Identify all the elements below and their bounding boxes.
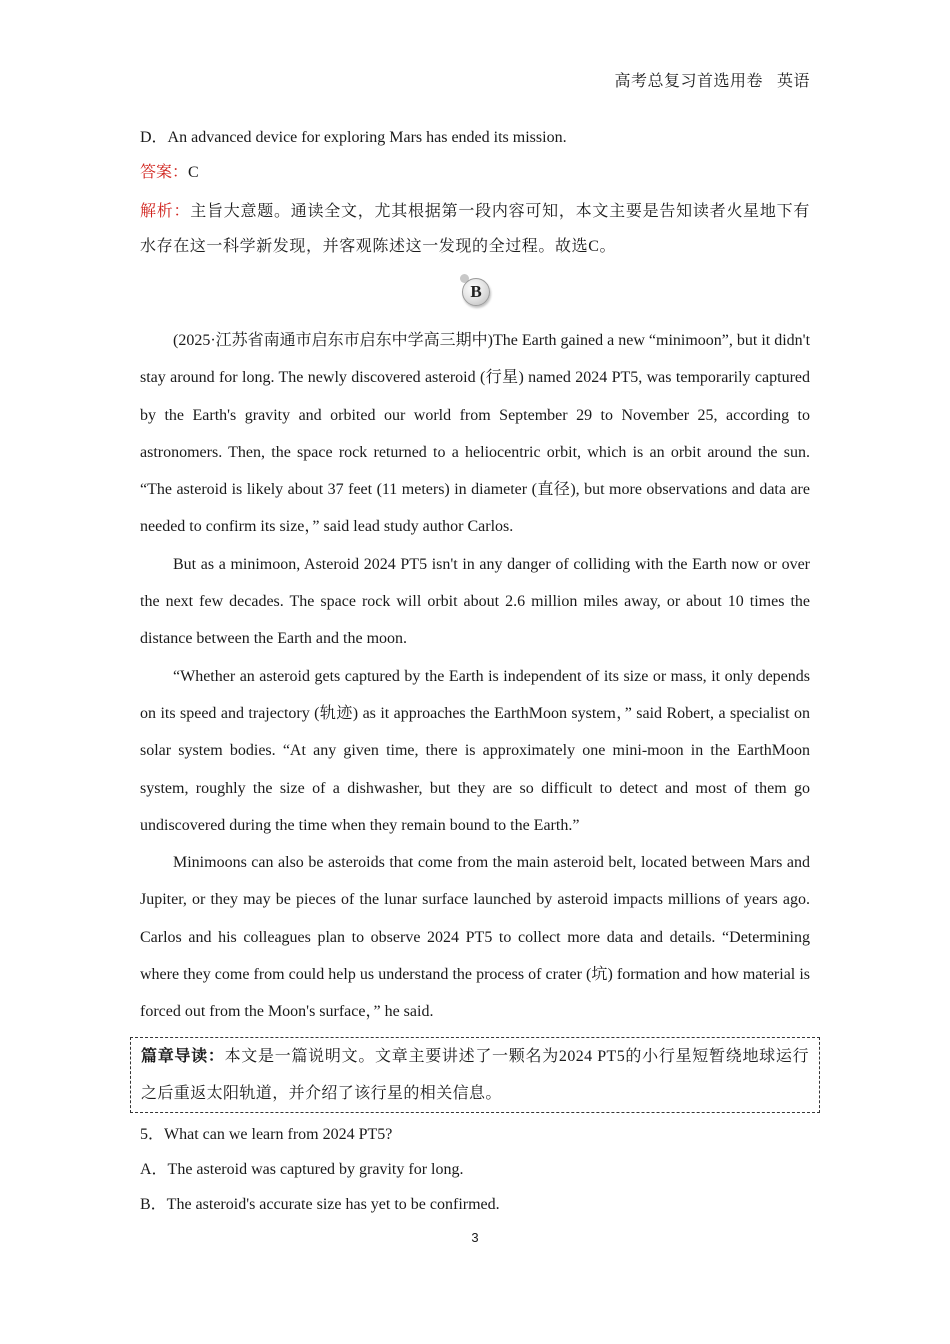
page-number: 3 — [471, 1230, 479, 1245]
analysis-label: 解析： — [140, 203, 191, 220]
guide-text: 本文是一篇说明文。文章主要讲述了一颗名为2024 PT5的小行星短暂绕地球运行之后重返太阳轨道，并介绍了该行星的相关信息。 — [141, 1047, 809, 1102]
analysis-block — [140, 194, 810, 264]
passage-paragraph-4: Minimoons can also be asteroids that come from the main asteroid belt, located between Mars and Jupiter, or they may be pieces of the lunar surface launched by asteroid impacts millions of years ago. Carlos and his colleagues plan to observe 2024 PT5 to collect more data and details. “Determining where they come from could help us understand the process of crater (坑) formation and how material is forced out from the Moon's surface，” he said. — [140, 854, 810, 1021]
book-title: 高考总复习首选用卷 — [614, 73, 763, 90]
passage-paragraph-1: (2025·江苏省南通市启东市启东中学高三期中)The Earth gained a new “minimoon”, but it didn't stay around for long. The newly discovered asteroid (行星) named 2024 PT5, was temporarily captured by the Earth's gravity and orbited our world from September 29 to November 25, according to astronomers. Then, the space rock returned to a heliocentric orbit, which is an orbit around the sun. “The asteroid is likely about 37 feet (11 meters) in diameter (直径), but more observations and data are needed to confirm its size，” said lead study author Carlos. — [140, 332, 811, 536]
analysis-text: 主旨大意题。通读全文，尤其根据第一段内容可知，本文主要是告知读者火星地下有水存在这一科学新发现，并客观陈述这一发现的全过程。故选C。 — [140, 203, 810, 255]
passage-paragraph-2: But as a minimoon, Asteroid 2024 PT5 isn't in any danger of colliding with the Earth now or over the next few decades. The space rock will orbit about 2.6 million miles away, or about 10 times the distance between the Earth and the moon. — [140, 555, 810, 648]
reading-passage — [140, 322, 810, 1031]
page-content — [140, 124, 810, 1226]
guide-label: 篇章导读： — [141, 1047, 225, 1065]
option-d: D．An advanced device for exploring Mars has ended its mission. — [140, 129, 567, 146]
answer-value: C — [188, 164, 199, 181]
passage-guide-box — [130, 1037, 820, 1113]
page-header — [614, 68, 810, 91]
question-5-option-a: A．The asteroid was captured by gravity for long. — [140, 1160, 464, 1178]
question-5-option-b: B．The asteroid's accurate size has yet to be confirmed. — [140, 1195, 500, 1213]
subject-label: 英语 — [776, 73, 810, 90]
question-5-stem: 5．What can we learn from 2024 PT5? — [140, 1125, 393, 1143]
section-badge: B — [462, 278, 490, 306]
answer-line — [140, 159, 810, 186]
answer-label: 答案： — [140, 164, 189, 181]
passage-paragraph-3: “Whether an asteroid gets captured by the Earth is independent of its size or mass, it only depends on its speed and trajectory (轨迹) as it approaches the EarthMoon system，” said Robert, a specialist on solar system bodies. “At any given time, there is approximately one mini-moon in the EarthMoon system, roughly the size of a dishwasher, but they are so difficult to detect and most of them go undiscovered during the time when they remain bound to the Earth.” — [140, 667, 810, 834]
section-badge-row — [140, 264, 810, 322]
